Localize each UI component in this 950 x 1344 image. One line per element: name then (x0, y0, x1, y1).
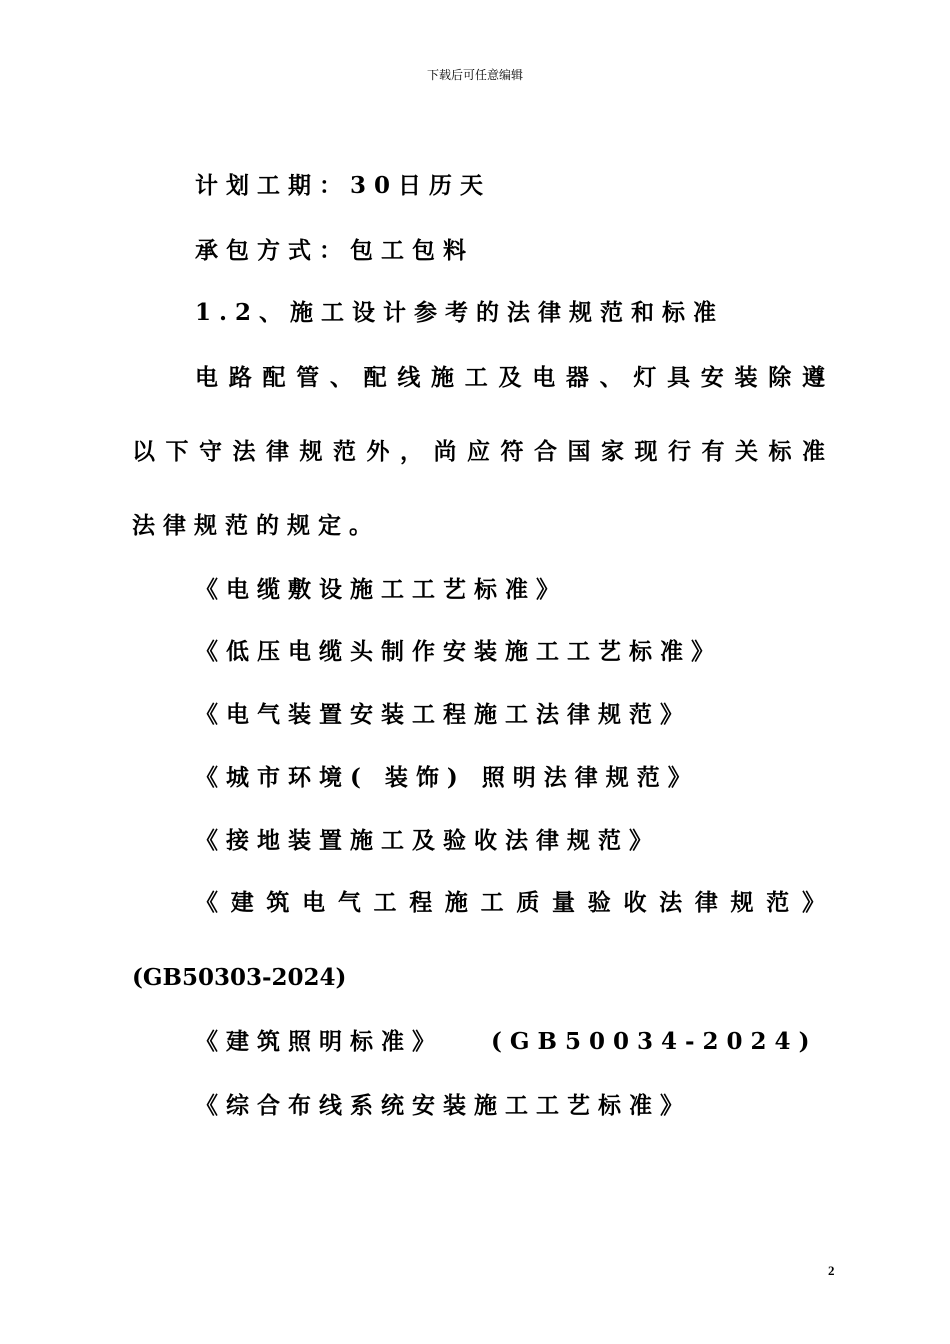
text-glyph: 及 (498, 364, 522, 391)
text-glyph: 路 (228, 364, 252, 391)
text-glyph: 配 (363, 364, 387, 391)
text-glyph: 线 (397, 364, 421, 391)
text-glyph: 外 (366, 438, 390, 465)
text-glyph: 下 (165, 438, 189, 465)
standard-code: (GB50303-2024) (132, 964, 347, 991)
text-glyph: 律 (266, 438, 289, 465)
text-glyph: 国 (567, 438, 591, 465)
standard-item: 《低压电缆头制作安装施工工艺标准》 (195, 638, 722, 665)
text-glyph: 灯 (633, 364, 657, 391)
text-glyph: 施 (431, 364, 455, 391)
paragraph-line-3: 法律规范的规定。 (132, 512, 380, 539)
text-glyph: 范 (333, 438, 356, 465)
text-glyph: 气 (337, 889, 361, 916)
text-glyph: 准 (802, 438, 825, 465)
text-glyph: 律 (694, 889, 718, 916)
text-glyph: 电 (302, 889, 326, 916)
text-glyph: 尚 (433, 438, 457, 465)
text-glyph: 程 (409, 889, 433, 916)
text-glyph: 有 (701, 438, 725, 465)
standard-item: 《城市环境( 装饰) 照明法律规范》 (195, 764, 699, 791)
text-glyph: 法 (232, 438, 256, 465)
text-glyph: 、 (599, 364, 623, 391)
text-glyph: 量 (552, 889, 576, 916)
text-glyph: 电 (532, 364, 556, 391)
text-glyph: 现 (634, 438, 658, 465)
standard-item: 《综合布线系统安装施工工艺标准》 (195, 1092, 691, 1119)
text-glyph: 守 (199, 438, 222, 465)
text-glyph: 合 (534, 438, 557, 465)
text-glyph: 工 (373, 889, 397, 916)
text-glyph: 器 (565, 364, 589, 391)
text-glyph: 电 (195, 364, 218, 391)
text-glyph: 遵 (801, 364, 825, 391)
text-glyph: 具 (667, 364, 691, 391)
standard-item: 《建筑照明标准》 (GB50034-2024) (195, 1028, 818, 1055)
text-glyph: 工 (480, 889, 504, 916)
text-glyph: 收 (623, 889, 647, 916)
text-glyph: 、 (329, 364, 353, 391)
text-glyph: 以 (132, 438, 155, 465)
text-glyph: 配 (262, 364, 286, 391)
paragraph-line-1 (195, 363, 825, 393)
text-glyph: 家 (601, 438, 624, 465)
standard-item (195, 888, 825, 918)
text-glyph: 建 (230, 889, 254, 916)
text-glyph: 应 (467, 438, 490, 465)
section-heading: 1.2、施工设计参考的法律规范和标准 (195, 299, 725, 326)
text-glyph: 除 (768, 364, 792, 391)
text-glyph: 规 (299, 438, 323, 465)
text-glyph: 规 (730, 889, 754, 916)
text-glyph: 》 (801, 889, 825, 916)
text-glyph: 行 (668, 438, 691, 465)
text-glyph: 标 (768, 438, 792, 465)
text-glyph: 《 (195, 889, 218, 916)
text-glyph: 关 (735, 438, 758, 465)
text-glyph: 质 (516, 889, 540, 916)
standard-item: 《电气装置安装工程施工法律规范》 (195, 701, 691, 728)
text-glyph: 施 (444, 889, 468, 916)
text-glyph: 符 (500, 438, 524, 465)
contract-method-line: 承包方式：包工包料 (195, 237, 474, 264)
page-number: 2 (828, 1263, 835, 1278)
page-header: 下载后可任意编辑 (426, 68, 523, 82)
text-glyph: 范 (766, 889, 790, 916)
text-glyph: 验 (587, 889, 611, 916)
construction-period-line: 计划工期：30日历天 (195, 172, 492, 199)
text-glyph: 法 (659, 889, 683, 916)
standard-item: 《电缆敷设施工工艺标准》 (195, 576, 567, 603)
text-glyph: 管 (296, 364, 320, 391)
standard-item: 《接地装置施工及验收法律规范》 (195, 827, 660, 854)
text-glyph: 筑 (266, 889, 290, 916)
paragraph-line-2 (132, 437, 825, 467)
text-glyph: 工 (464, 364, 488, 391)
text-glyph: 装 (734, 364, 758, 391)
text-glyph: 安 (700, 364, 724, 391)
text-glyph: ， (400, 438, 423, 465)
